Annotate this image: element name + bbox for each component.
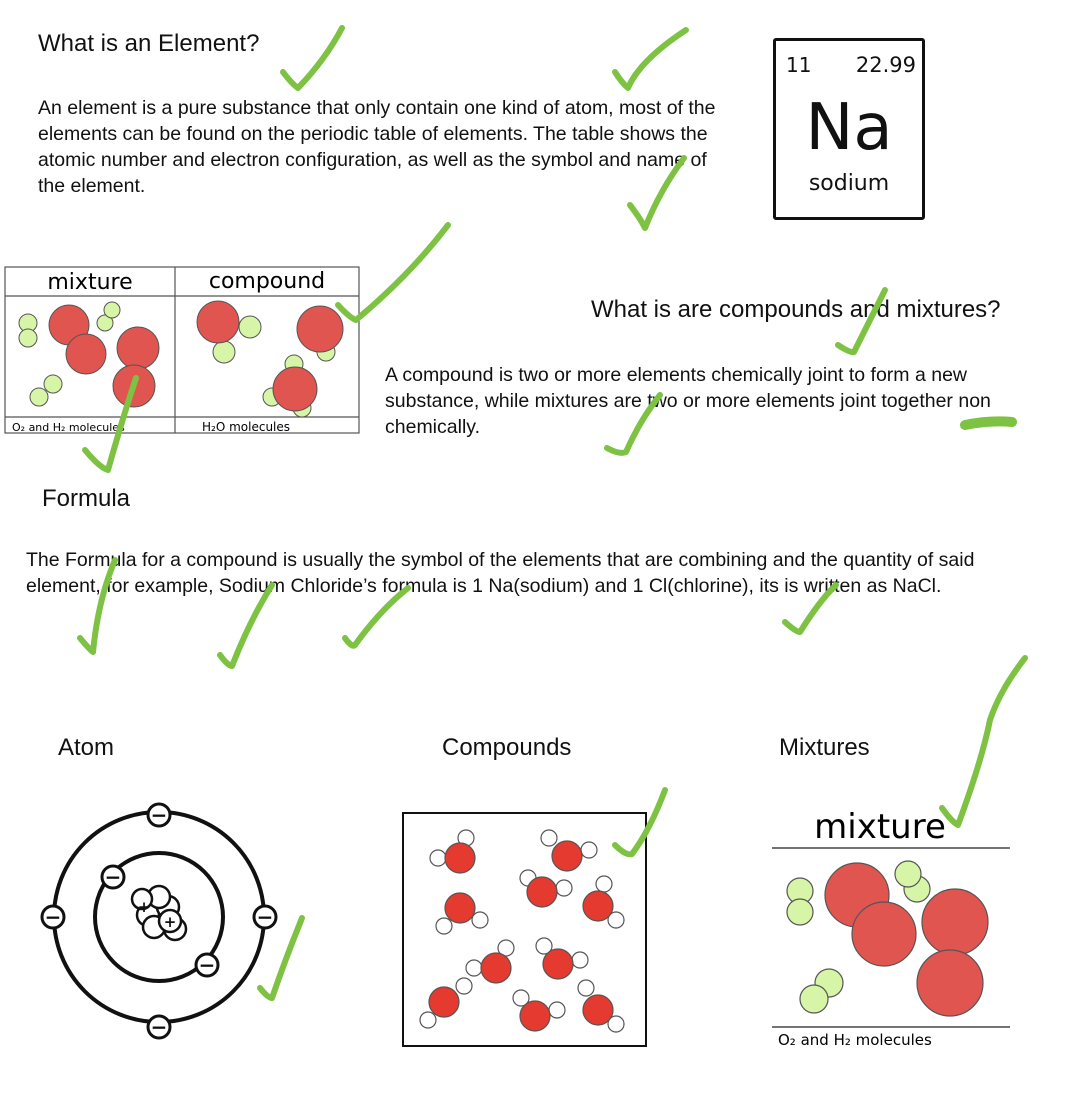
element-heading: What is an Element? [38,30,260,57]
formula-body: The Formula for a compound is usually the symbol of the elements that are combining and the quantity of said element, for example, Sodium Chloride’s formula is 1 Na(sodium) and 1 Cl(chlorine), its is written as NaCl. [26,549,975,597]
oxygen-atom [445,843,475,873]
electron-sign: − [150,803,168,827]
figure-left-caption: O₂ and H₂ molecules [12,421,125,434]
electron-sign: − [150,1015,168,1039]
compounds-label: Compounds [442,734,572,761]
hydrogen-atom [420,1012,436,1028]
periodic-tile [773,38,925,220]
proton-sign: + [137,898,151,916]
oxygen-atom [445,893,475,923]
hydrogen-atom [541,830,557,846]
check-mark [615,30,686,88]
mixtures-label: Mixtures [779,734,870,761]
oxygen-atom [520,1001,550,1031]
figure-right-caption: H₂O molecules [202,420,291,434]
atomic-mass: 22.99 [855,53,916,77]
formula-heading: Formula [42,485,131,512]
check-mark [283,28,342,88]
hydrogen-atom [596,876,612,892]
oxygen-atom [543,949,573,979]
compounds-heading: What is are compounds and mixtures? [591,296,1001,323]
hydrogen-atom [472,912,488,928]
element-name: sodium [808,171,890,196]
hydrogen-atom [466,960,482,976]
compounds-figure [402,812,648,1048]
oxygen-atom [527,877,557,907]
proton-sign: + [163,913,177,931]
oxygen-atom [429,987,459,1017]
element-body: An element is a pure substance that only contain one kind of atom, most of the elements can be found on the periodic table of elements. The table shows the atomic number and electron configuration, as well as the symbol and name of the element. [38,97,716,197]
hydrogen-atom [572,952,588,968]
figure-right-title: compound [208,269,326,294]
oxygen-atom [481,953,511,983]
oxygen-atom [583,995,613,1025]
mixtures-figure-title: mixture [814,807,946,847]
mixture-compound-figure [4,266,362,436]
atom-figure [30,795,290,1050]
electron-sign: − [198,953,216,977]
hydrogen-atom [578,980,594,996]
hydrogen-atom [549,1002,565,1018]
oxygen-atom [583,891,613,921]
compounds-body: A compound is two or more elements chemically joint to form a new substance, while mixtures are two or more elements joint together non chemically. [385,364,991,438]
mixtures-figure [770,800,1015,1055]
electron-sign: − [44,905,62,929]
hydrogen-atom [581,842,597,858]
mixtures-figure-caption: O₂ and H₂ molecules [778,1031,932,1049]
hydrogen-atom [456,978,472,994]
electron-sign: − [104,865,122,889]
hydrogen-atom [556,880,572,896]
electron-sign: − [256,905,274,929]
atom-label: Atom [58,734,115,761]
element-symbol: Na [805,91,893,165]
oxygen-atom [552,841,582,871]
atomic-number: 11 [786,53,812,77]
figure-left-title: mixture [47,270,133,295]
hydrogen-atom [430,850,446,866]
hydrogen-atom [436,918,452,934]
